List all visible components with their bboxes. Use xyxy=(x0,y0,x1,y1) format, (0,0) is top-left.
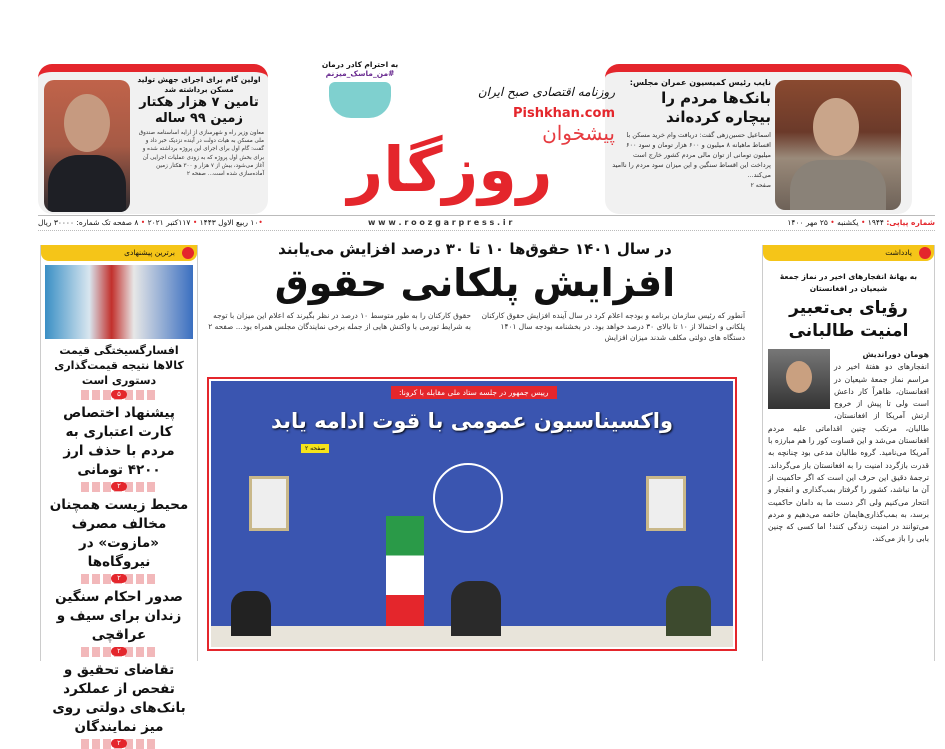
tagline: روزنامه اقتصادی صبح ایران xyxy=(477,85,615,99)
editorial-body: انفجارهای دو هفتهٔ اخیر در مراسم نماز جمعهٔ شیعیان در افغانستان، ظاهراً کار داعش است ولی تا پیش از خروج ارتش آمریکا از افغانستان، طالبان، مرتکب چنین اقداماتی علیه مردم افغانستان می‌شد و این قساوت کور را هم مبارزه با آمریکا می‌نامید. گروه طالبان مدعی بود چنانچه به قدرت بازگردد امنیت را به افغانستان باز می‌گرداند. ترجمهٔ دقیق این حرف این است که اگر حاکمیت از آن ما نباشد، کشور را گرفتار بمب‌گذاری و انفجار و انتحار می‌کنیم ولی اگر دست ما به دامان حاکمیت برسد، به بمب‌گذاری‌هایمان خاتمه می‌دهیم و مردم می‌توانند در امنیت زندگی کنند! اما کسی که چنین بابی را باز می‌کند، xyxy=(768,362,929,544)
editorial-headline: رؤیای بی‌تعبیر امنیت طالبانی xyxy=(788,298,909,341)
page-number: ۲ xyxy=(111,739,127,748)
main-kicker: در سال ۱۴۰۱ حقوق‌ها ۱۰ تا ۳۰ درصد افزایش می‌یابند xyxy=(278,240,672,258)
issue-number: ۱۹۴۴ xyxy=(867,218,884,227)
page-number: ۲ xyxy=(111,574,127,583)
main-headline: افزایش پلکانی حقوق xyxy=(274,261,676,305)
page-ref: صفحه ۲ xyxy=(301,444,329,453)
story-headline: تامین ۷ هزار هکتار زمین ۹۹ ساله xyxy=(139,95,259,126)
speaker-icon xyxy=(919,247,931,259)
story-headline: بانک‌ها مردم را بیچاره کرده‌اند xyxy=(661,89,771,126)
page-number: ۵ xyxy=(111,390,127,399)
page-number: ۲ xyxy=(111,647,127,656)
page-number: ۲ xyxy=(111,482,127,491)
editorial-column xyxy=(762,245,935,661)
main-body-right: آنطور که رئیس سازمان برنامه و بودجه اعلام کرد در سال آینده افزایش حقوق کارکنان پلکانی و احتمالا از ۱۰ تا بالای ۳۰ درصد خواهد بود. در بخشنامه بودجه سال ۱۴۰۱ دستگاه های دولتی مکلف شدند میزان افزایش xyxy=(481,311,745,342)
suggested-headline: پیشنهاد اختصاص کارت اعتباری به مردم با حذف ارز ۴۲۰۰ تومانی xyxy=(63,405,175,478)
story-kicker: نایب رئیس کمیسیون عمران مجلس: xyxy=(629,78,771,87)
issue-label: شماره پیاپی: xyxy=(886,218,935,227)
emblem xyxy=(433,463,503,533)
page-badge xyxy=(81,647,157,657)
date-solar: ۲۵ مهر ۱۴۰۰ xyxy=(787,218,828,227)
page-ref: صفحه ۲ xyxy=(186,171,206,178)
suggested-item[interactable] xyxy=(41,400,197,492)
story-body: اسماعیل حسین‌زهی گفت: دریافت وام خرید مسکن با اقساط ماهیانه ۸ میلیون و ۶۰۰ هزار تومان و سود ۶۰۰ میلیون تومانی از توان مالی مردم کشور خارج است پرداخت این اقساط سنگین و این میزان سود مردم را ناامید می‌کند... xyxy=(612,131,771,179)
story-photo xyxy=(775,80,901,210)
story-photo xyxy=(44,80,130,212)
face-mask-icon xyxy=(329,82,391,118)
story-photo xyxy=(45,265,193,339)
suggested-item[interactable] xyxy=(41,339,197,400)
page-ref: صفحه ۲ xyxy=(208,322,234,331)
portrait-frame xyxy=(249,476,289,531)
website[interactable]: w w w . r o o z g a r p r e s s . i r xyxy=(368,218,513,227)
suggested-column xyxy=(40,245,198,747)
masthead xyxy=(285,60,615,215)
mask-ad xyxy=(315,60,405,118)
photo-kicker: رییس جمهور در جلسه ستاد ملی مقابله با کرونا: xyxy=(391,386,557,399)
section-label: یادداشت xyxy=(885,248,912,257)
main-body-left: حقوق کارکنان را به طور متوسط ۱۰ درصد در نظر بگیرند که اعلام این میزان با توجه به شرایط تورمی با واکنش هایی از جمله برخی نمایندگان مجلس همراه بود... xyxy=(213,311,471,331)
watermark-fa: پیشخوان xyxy=(542,121,615,145)
suggested-headline: افسارگسیختگی قیمت کالاها نتیجه قیمت‌گذاری دستوری است xyxy=(54,344,184,387)
section-tab xyxy=(41,245,197,261)
flag xyxy=(386,516,424,636)
suggested-item[interactable] xyxy=(41,657,197,749)
logo: روزگار xyxy=(347,133,553,206)
story-kicker: اولین گام برای اجرای جهش تولید مسکن برداشته شد xyxy=(137,75,261,94)
watermark-en: Pishkhan.com xyxy=(512,106,615,121)
section-tab xyxy=(763,245,934,261)
date-gregorian: ۱۱۷کتبر ۲۰۲۱ xyxy=(147,218,191,227)
top-left-story[interactable] xyxy=(38,64,268,214)
editorial-kicker: به بهانهٔ انفجارهای اخیر در نماز جمعهٔ شیعیان در افغانستان xyxy=(779,272,918,293)
pages-price: ۸ صفحه تک شماره: ۳۰۰۰۰ ریال xyxy=(38,218,139,227)
suggested-headline: صدور احکام سنگین زندان برای سیف و عراقچی xyxy=(55,589,183,643)
mask-ad-hashtag: #من_ماسک_میزنم xyxy=(325,69,395,78)
photo-story[interactable] xyxy=(207,377,737,651)
page-ref: صفحه ۲ xyxy=(750,182,771,189)
page-badge xyxy=(81,739,157,749)
suggested-item[interactable] xyxy=(41,492,197,584)
page-badge xyxy=(81,574,157,584)
author-name: هومان دوراندیش xyxy=(862,350,929,359)
page-badge xyxy=(81,482,157,492)
story-body: معاون وزیر راه و شهرسازی از ارایه اساسنامه صندوق ملی مسکن به هیات دولت در آینده نزدیک خبر داد و گفت: گام اول برای اجرای این پروژه برداشته شده و برای بخش اول پروژه که به زودی عملیات اجرایی آن آغاز می‌شود، بیش از ۷ هزار و ۳۰۰ هکتار زمین آماده‌سازی شده است... xyxy=(138,130,264,178)
portrait-frame xyxy=(646,476,686,531)
top-right-story[interactable] xyxy=(605,64,912,214)
date-hijri: ۱۰ ربیع الاول ۱۴۴۳ xyxy=(199,218,259,227)
date-bar xyxy=(38,215,935,231)
weekday: یکشنبه xyxy=(837,218,859,227)
dateline-right: شماره پیاپی: ۱۹۴۴ • یکشنبه • ۲۵ مهر ۱۴۰۰ xyxy=(787,218,935,227)
dateline-left: •۱۰ ربیع الاول ۱۴۴۳ • ۱۱۷کتبر ۲۰۲۱ • ۸ صفحه تک شماره: ۳۰۰۰۰ ریال xyxy=(38,218,263,227)
page-badge xyxy=(81,390,157,400)
photo-headline: واکسیناسیون عمومی با قوت ادامه یابد xyxy=(270,409,674,433)
suggested-item[interactable] xyxy=(41,584,197,657)
speaker-icon xyxy=(182,247,194,259)
author-photo xyxy=(768,349,830,409)
main-story[interactable] xyxy=(205,240,745,343)
mask-ad-line: به احترام کادر درمان xyxy=(321,60,399,69)
suggested-headline: محیط زیست همچنان مخالف مصرف «مازوت» در نیروگاه‌ها xyxy=(49,497,189,570)
section-label: برترین پیشنهادی xyxy=(124,248,175,257)
suggested-headline: تقاضای تحقیق و تفحص از عملکرد بانک‌های دولتی روی میز نمایندگان xyxy=(52,662,186,735)
